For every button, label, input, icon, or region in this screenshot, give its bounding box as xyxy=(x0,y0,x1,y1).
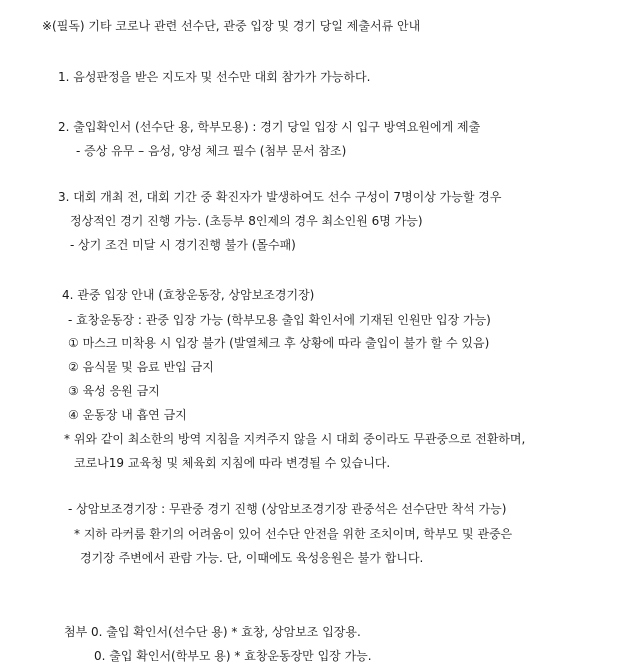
section-2-subitem: - 증상 유무 – 음성, 양성 체크 필수 (첨부 문서 참조) xyxy=(76,144,347,158)
section-4-note-1: * 위와 같이 최소한의 방역 지침을 지켜주지 않을 시 대회 중이라도 무관중으로 전환하며, xyxy=(64,432,526,446)
document-title: ※(필독) 기타 코로나 관련 선수단, 관중 입장 및 경기 당일 제출서류 안내 xyxy=(42,19,421,33)
section-4-note-4: 경기장 주변에서 관람 가능. 단, 이때에도 육성응원은 불가 합니다. xyxy=(80,551,424,565)
section-4-heading: 4. 관중 입장 안내 (효창운동장, 상암보조경기장) xyxy=(62,288,315,302)
attachment-line-2: 0. 출입 확인서(학부모 용) * 효창운동장만 입장 가능. xyxy=(94,649,372,663)
section-2-heading: 2. 출입확인서 (선수단 용, 학부모용) : 경기 당일 입장 시 입구 방역요원에게 제출 xyxy=(58,120,481,134)
section-3-heading: 3. 대회 개최 전, 대회 기간 중 확진자가 발생하여도 선수 구성이 7명이상 가능할 경우 xyxy=(58,190,502,204)
section-1-text: 1. 음성판정을 받은 지도자 및 선수만 대회 참가가 가능하다. xyxy=(58,70,371,84)
section-3-subitem: - 상기 조건 미달 시 경기진행 불가 (몰수패) xyxy=(70,238,296,252)
section-4-hyochang-line: - 효창운동장 : 관중 입장 가능 (학부모용 출입 확인서에 기재된 인원만 입장 가능) xyxy=(68,313,491,327)
section-4-sangam-line: - 상암보조경기장 : 무관중 경기 진행 (상암보조경기장 관중석은 선수단만 착석 가능) xyxy=(68,502,507,516)
section-4-list-item-2: ② 음식물 및 음료 반입 금지 xyxy=(68,360,214,374)
section-4-note-2: 코로나19 교육청 및 체육회 지침에 따라 변경될 수 있습니다. xyxy=(74,456,391,470)
section-4-list-item-1: ① 마스크 미착용 시 입장 불가 (발열체크 후 상황에 따라 출입이 불가 할 수 있음) xyxy=(68,336,490,350)
section-3-continuation: 정상적인 경기 진행 가능. (초등부 8인제의 경우 최소인원 6명 가능) xyxy=(70,214,423,228)
section-4-note-3: * 지하 라커룸 환기의 어려움이 있어 선수단 안전을 위한 조치이며, 학부모 및 관중은 xyxy=(74,527,513,541)
attachment-line-1: 첨부 0. 출입 확인서(선수단 용) * 효창, 상암보조 입장용. xyxy=(64,625,361,639)
section-4-list-item-4: ④ 운동장 내 흡연 금지 xyxy=(68,408,187,422)
section-4-list-item-3: ③ 육성 응원 금지 xyxy=(68,384,160,398)
